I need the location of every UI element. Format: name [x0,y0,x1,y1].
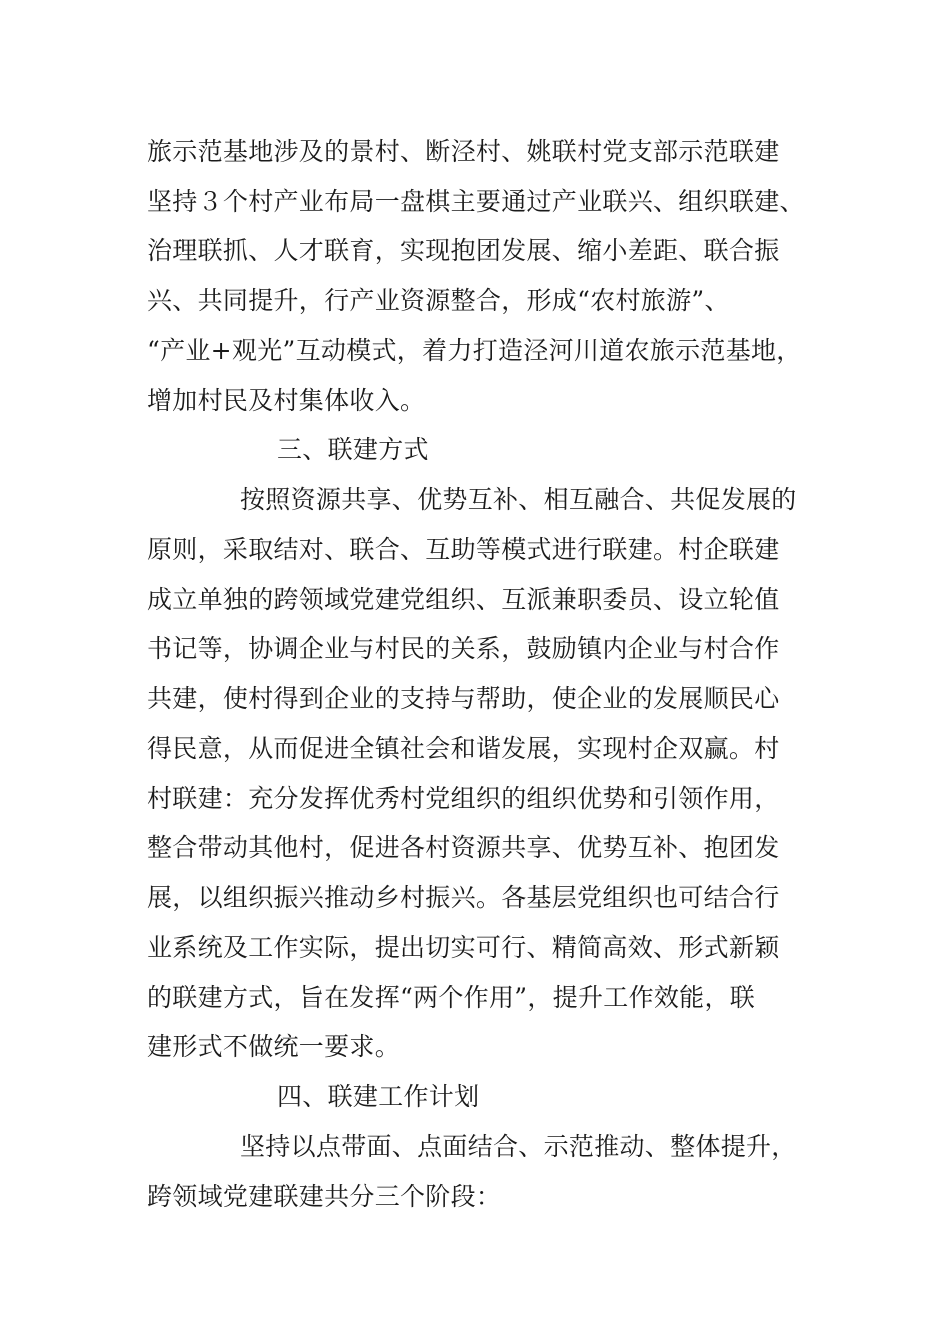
paragraph-line: 业系统及工作实际，提出切实可行、精简高效、形式新颖 [147,933,780,962]
paragraph-line: 展，以组织振兴推动乡村振兴。各基层党组织也可结合行 [147,883,780,912]
paragraph-line: 村联建：充分发挥优秀村党组织的组织优势和引领作用， [147,784,780,813]
paragraph-line: 原则，采取结对、联合、互助等模式进行联建。村企联建 [147,535,780,564]
paragraph-line: “产业+观光”互动模式，着力打造泾河川道农旅示范基地， [147,336,802,365]
paragraph-line: 成立单独的跨领域党建党组织、互派兼职委员、设立轮值 [147,585,780,614]
section-heading-4: 四、联建工作计划 [277,1082,480,1111]
paragraph-line: 坚持３个村产业布局一盘棋主要通过产业联兴、组织联建、 [147,187,805,216]
paragraph-line: 的联建方式，旨在发挥“两个作用”，提升工作效能，联 [147,983,756,1012]
section-heading-3: 三、联建方式 [277,435,429,464]
paragraph-line: 旅示范基地涉及的景村、断泾村、姚联村党支部示范联建 [147,137,780,166]
paragraph-line: 按照资源共享、优势互补、相互融合、共促发展的 [240,485,797,514]
paragraph-line: 治理联抓、人才联育，实现抱团发展、缩小差距、联合振 [147,236,780,265]
paragraph-line: 兴、共同提升，行产业资源整合，形成“农村旅游”、 [147,286,730,315]
paragraph-line: 建形式不做统一要求。 [147,1032,401,1061]
paragraph-line: 整合带动其他村，促进各村资源共享、优势互补、抱团发 [147,833,780,862]
paragraph-line: 跨领域党建联建共分三个阶段： [147,1182,502,1211]
paragraph-line: 增加村民及村集体收入。 [147,386,426,415]
paragraph-line: 书记等，协调企业与村民的关系，鼓励镇内企业与村合作 [147,634,780,663]
paragraph-line: 得民意，从而促进全镇社会和谐发展，实现村企双赢。村 [147,734,780,763]
paragraph-line: 共建，使村得到企业的支持与帮助，使企业的发展顺民心 [147,684,780,713]
paragraph-line: 坚持以点带面、点面结合、示范推动、整体提升， [240,1132,797,1161]
